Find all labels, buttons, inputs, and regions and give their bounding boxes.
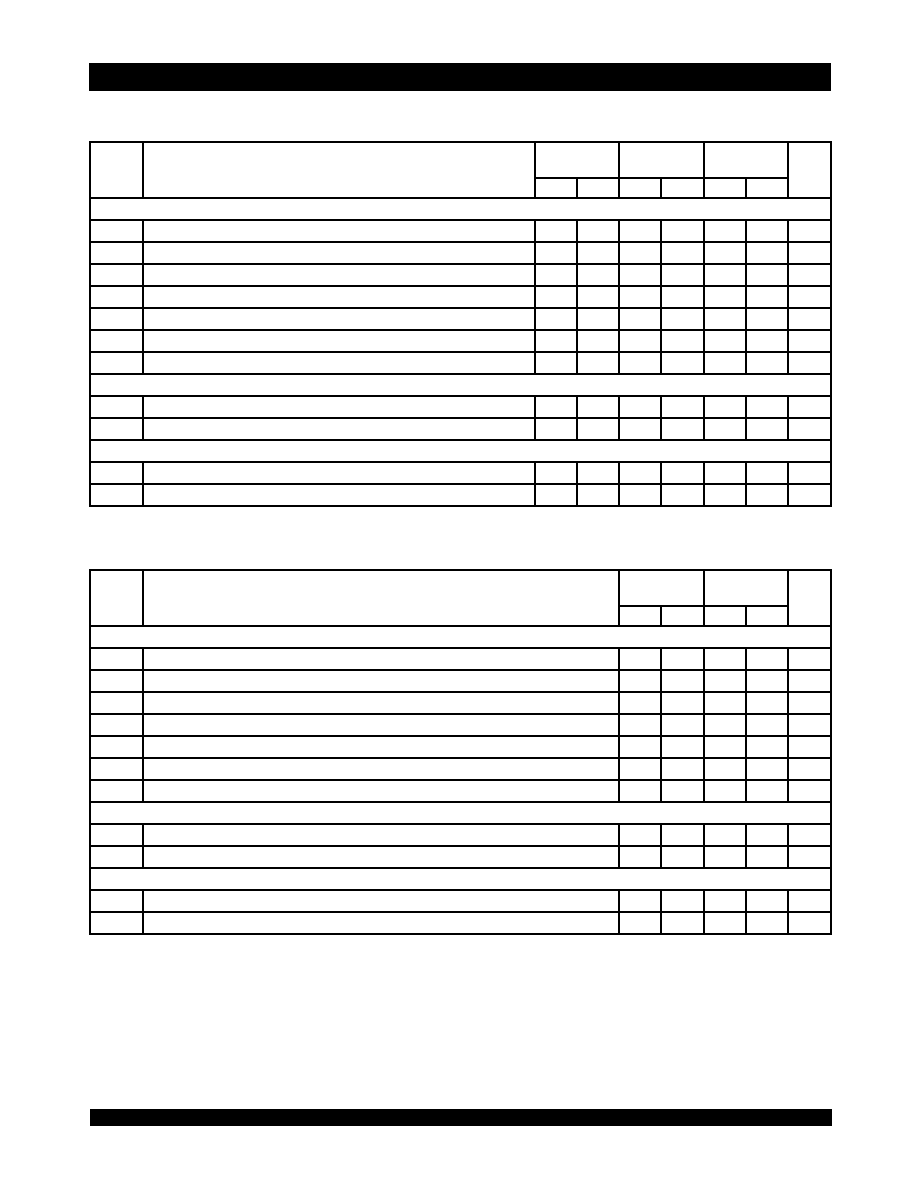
value-cell [577,242,619,264]
symbol-cell [90,648,143,670]
value-cell [535,330,577,352]
group-header [619,570,704,606]
value-cell [535,264,577,286]
value-cell [619,736,661,758]
value-cell [619,264,661,286]
value-cell [704,912,746,934]
value-cell [619,912,661,934]
min-max-header [661,178,704,198]
symbol-cell [90,846,143,868]
table-row [90,264,831,286]
parameter-cell [143,308,535,330]
value-cell [746,692,788,714]
value-cell [577,264,619,286]
value-cell [746,714,788,736]
parameter-cell [143,264,535,286]
value-cell [619,648,661,670]
unit-cell [788,264,831,286]
value-cell [704,286,746,308]
symbol-cell [90,242,143,264]
min-max-header [535,178,577,198]
value-cell [577,396,619,418]
symbol-cell [90,264,143,286]
value-cell [661,824,704,846]
unit-cell [788,780,831,802]
value-cell [577,330,619,352]
value-cell [746,846,788,868]
unit-cell [788,286,831,308]
table-row [90,758,831,780]
value-cell [746,396,788,418]
unit-cell [788,824,831,846]
unit-cell [788,396,831,418]
parameter-cell [143,396,535,418]
table-row [90,670,831,692]
value-cell [704,462,746,484]
value-cell [619,824,661,846]
value-cell [746,670,788,692]
section-row [90,626,831,648]
parameter-header [143,570,619,626]
value-cell [704,890,746,912]
value-cell [619,220,661,242]
value-cell [619,330,661,352]
value-cell [535,220,577,242]
value-cell [535,396,577,418]
value-cell [704,692,746,714]
value-cell [661,692,704,714]
parameter-cell [143,484,535,506]
value-cell [661,242,704,264]
value-cell [619,396,661,418]
value-cell [577,418,619,440]
min-max-header [704,178,746,198]
table-row [90,736,831,758]
spec-table-1 [89,141,832,507]
parameter-cell [143,648,619,670]
value-cell [661,736,704,758]
value-cell [661,714,704,736]
parameter-cell [143,418,535,440]
value-cell [704,846,746,868]
value-cell [704,220,746,242]
value-cell [619,780,661,802]
section-label [90,626,831,648]
spec-table-2 [89,569,832,935]
value-cell [746,462,788,484]
value-cell [704,484,746,506]
value-cell [704,352,746,374]
unit-cell [788,462,831,484]
unit-cell [788,758,831,780]
value-cell [577,352,619,374]
value-cell [704,418,746,440]
value-cell [619,484,661,506]
value-cell [704,824,746,846]
value-cell [577,484,619,506]
min-max-header [746,178,788,198]
symbol-cell [90,890,143,912]
value-cell [661,220,704,242]
unit-cell [788,846,831,868]
table-row [90,286,831,308]
unit-cell [788,692,831,714]
symbol-header [90,142,143,198]
parameter-cell [143,330,535,352]
value-cell [661,484,704,506]
parameter-cell [143,758,619,780]
table-row [90,846,831,868]
symbol-cell [90,714,143,736]
section-label [90,440,831,462]
unit-header [788,142,831,198]
value-cell [577,220,619,242]
symbol-cell [90,308,143,330]
section-row [90,198,831,220]
table-row [90,780,831,802]
parameter-cell [143,714,619,736]
symbol-cell [90,396,143,418]
value-cell [661,846,704,868]
section-label [90,198,831,220]
value-cell [619,714,661,736]
symbol-cell [90,692,143,714]
parameter-cell [143,286,535,308]
value-cell [619,758,661,780]
group-header [704,570,788,606]
parameter-cell [143,846,619,868]
parameter-cell [143,824,619,846]
value-cell [661,396,704,418]
table-row [90,692,831,714]
value-cell [577,462,619,484]
table-row [90,648,831,670]
symbol-cell [90,736,143,758]
symbol-cell [90,758,143,780]
section-label [90,802,831,824]
value-cell [661,418,704,440]
value-cell [619,890,661,912]
unit-cell [788,330,831,352]
value-cell [619,308,661,330]
unit-cell [788,648,831,670]
value-cell [535,242,577,264]
value-cell [746,890,788,912]
value-cell [746,308,788,330]
symbol-cell [90,352,143,374]
value-cell [661,648,704,670]
table-row [90,890,831,912]
unit-cell [788,890,831,912]
value-cell [577,308,619,330]
value-cell [661,462,704,484]
parameter-cell [143,352,535,374]
value-cell [619,462,661,484]
symbol-cell [90,462,143,484]
table-row [90,330,831,352]
value-cell [746,242,788,264]
value-cell [704,242,746,264]
table-row [90,484,831,506]
symbol-cell [90,824,143,846]
value-cell [746,780,788,802]
parameter-cell [143,692,619,714]
parameter-header [143,142,535,198]
value-cell [704,780,746,802]
group-header [535,142,619,178]
min-max-header [619,178,661,198]
value-cell [619,692,661,714]
unit-cell [788,736,831,758]
table-row [90,714,831,736]
table-row [90,824,831,846]
symbol-cell [90,484,143,506]
unit-cell [788,242,831,264]
value-cell [746,484,788,506]
symbol-cell [90,330,143,352]
table-row [90,308,831,330]
section-label [90,868,831,890]
group-header [619,142,704,178]
unit-cell [788,670,831,692]
footer-bar [90,1109,832,1126]
value-cell [746,330,788,352]
min-max-header [704,606,746,626]
symbol-cell [90,670,143,692]
symbol-cell [90,418,143,440]
group-header [704,142,788,178]
value-cell [661,890,704,912]
min-max-header [577,178,619,198]
table-row [90,462,831,484]
value-cell [661,670,704,692]
symbol-cell [90,912,143,934]
value-cell [746,418,788,440]
table-row [90,418,831,440]
table-row [90,242,831,264]
min-max-header [661,606,704,626]
table-row [90,352,831,374]
unit-header [788,570,831,626]
table-row [90,912,831,934]
value-cell [661,330,704,352]
value-cell [619,242,661,264]
header-row [90,570,831,606]
parameter-cell [143,912,619,934]
value-cell [704,264,746,286]
value-cell [661,912,704,934]
section-row [90,374,831,396]
value-cell [704,714,746,736]
value-cell [704,670,746,692]
value-cell [661,264,704,286]
value-cell [535,352,577,374]
table-row [90,220,831,242]
min-max-header [619,606,661,626]
section-row [90,802,831,824]
value-cell [577,286,619,308]
symbol-cell [90,286,143,308]
value-cell [619,352,661,374]
value-cell [661,308,704,330]
unit-cell [788,220,831,242]
section-row [90,440,831,462]
symbol-cell [90,780,143,802]
value-cell [661,758,704,780]
value-cell [746,286,788,308]
unit-cell [788,714,831,736]
value-cell [661,780,704,802]
value-cell [661,286,704,308]
value-cell [535,418,577,440]
table-row [90,396,831,418]
unit-cell [788,352,831,374]
unit-cell [788,484,831,506]
header-row [90,142,831,178]
value-cell [535,286,577,308]
value-cell [704,308,746,330]
value-cell [746,264,788,286]
parameter-cell [143,780,619,802]
value-cell [535,462,577,484]
value-cell [704,330,746,352]
min-max-header [746,606,788,626]
unit-cell [788,912,831,934]
value-cell [746,758,788,780]
parameter-cell [143,736,619,758]
value-cell [619,670,661,692]
value-cell [746,824,788,846]
value-cell [746,352,788,374]
parameter-cell [143,462,535,484]
parameter-cell [143,242,535,264]
value-cell [746,220,788,242]
value-cell [746,736,788,758]
unit-cell [788,308,831,330]
value-cell [704,758,746,780]
symbol-cell [90,220,143,242]
value-cell [704,648,746,670]
parameter-cell [143,220,535,242]
value-cell [746,912,788,934]
header-bar [89,63,831,91]
value-cell [535,308,577,330]
value-cell [619,846,661,868]
value-cell [746,648,788,670]
value-cell [661,352,704,374]
section-label [90,374,831,396]
value-cell [619,286,661,308]
parameter-cell [143,670,619,692]
value-cell [619,418,661,440]
value-cell [704,396,746,418]
value-cell [704,736,746,758]
parameter-cell [143,890,619,912]
section-row [90,868,831,890]
symbol-header [90,570,143,626]
value-cell [535,484,577,506]
unit-cell [788,418,831,440]
